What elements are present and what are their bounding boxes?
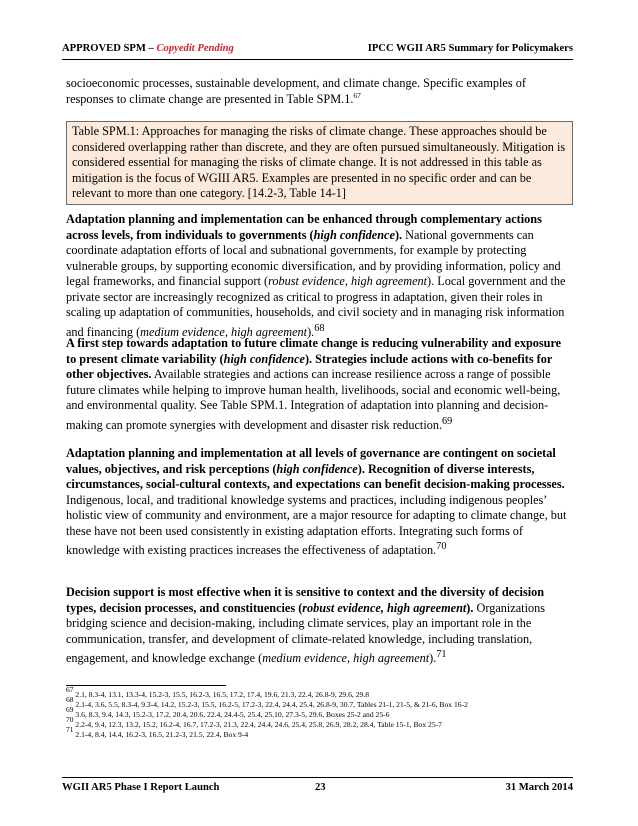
confidence-qualifier: robust evidence, high agreement: [268, 274, 428, 289]
header-divider: [62, 59, 573, 60]
footnote-item: $^{71}$ 2.1-4, 8.4, 14.4, 16.2-3, 16.5, 21.2-3, 21.5, 22.4, Box 9-4: [66, 725, 249, 740]
paragraph-headline: Adaptation planning and implementation at all levels of governance are contingent on societal values, objectives, and risk perceptions (high confidence). Recognition of diverse interests, circumstances, social-cultural contexts, and expectations can benefit decision-making processes.: [66, 446, 565, 492]
confidence-qualifier: medium evidence, high agreement: [262, 651, 430, 666]
footnotes: [66, 685, 572, 740]
header-status: Copyedit Pending: [156, 43, 234, 54]
footer-divider: [62, 777, 573, 778]
header-left: [62, 43, 234, 54]
footnote-item: $^{67}$ 2.1, 8.3-4, 13.1, 13.3-4, 15.2-3, 15.5, 16.2-3, 16.5, 17.2, 17.4, 19.6, 21.3, 22.4, 26.8-9, 29.6, 29.8: [66, 685, 370, 699]
footnote-item: $^{70}$ 2.2-4, 9.4, 12.3, 13.2, 15.2, 16.2-4, 16.7, 17.2-3, 21.3, 22.4, 24.4, 24.6, 25.4, 25.8, 26.9, 28.2, 28.4, Table 15-1, Box 25-7: [66, 715, 442, 730]
paragraph-body: Indigenous, local, and traditional knowledge systems and practices, including indigenous peoples’ holistic view of community and environment, are a major resource for adapting to climate change, but these have not been used consistently in existing adaptation efforts. Integrating such forms of knowledge with existing practices increases the effectiveness of adaptation.: [66, 492, 567, 558]
paragraph-body: Available strategies and actions can increase resilience across a range of possible future climates while helping to improve human health, livelihoods, social and economic well-being, and environmental quality. See Table SPM.1. Integration of adaptation into planning and decision-making can promote synergies with development and disaster risk reduction.: [66, 367, 561, 432]
paragraph-governance: [66, 446, 572, 559]
paragraph-headline: A first step towards adaptation to future climate change is reducing vulnerability and exposure to present climate variability (high confidence). Strategies include actions with co-benefits for other objectives.: [66, 336, 562, 382]
footnote-ref-69[interactable]: 69: [442, 415, 453, 427]
footnote-ref-68[interactable]: 68: [314, 322, 325, 334]
footnote-ref-71[interactable]: 71: [436, 649, 447, 661]
intro-text: socioeconomic processes, sustainable development, and climate change. Specific examples of responses to climate change are presented in Table SPM.1.: [66, 76, 526, 106]
paragraph-first-step: [66, 336, 572, 433]
footnote-item: $^{69}$ 3.6, 8.3, 9.4, 14.3, 15.2-3, 17.2, 20.4, 20.6, 22.4, 24.4-5, 25.4, 25.10, 27.3-5, 29.6, Boxes 25-2 and 25-6: [66, 705, 390, 720]
footer-event: WGII AR5 Phase I Report Launch: [62, 782, 220, 793]
paragraph-decision-support: Decision support is most effective when it is sensitive to context and the diversity of decision types, decision processes, and constituencies (robust evidence, high agreement). Organizations bridging science and decision-making, including climate services, play an important role in the communication, transfer, and development of climate-related knowledge, including translation, engagement, and knowledge exchange (medium evidence, high agreement).$^{71}$: [66, 585, 546, 666]
paragraph-headline: Decision support is most effective when it is sensitive to context and the diversity of decision types, decision processes, and constituencies (robust evidence, high agreement).: [66, 585, 545, 615]
header-approved-label: APPROVED SPM –: [62, 43, 157, 54]
intro-paragraph: [66, 76, 572, 107]
header-report-title: IPCC WGII AR5 Summary for Policymakers: [367, 43, 573, 54]
table-spm1-caption-box: [66, 121, 573, 205]
footnote-item: $^{68}$ 2.1-4, 3.6, 5.5, 8.3-4, 9.3-4, 14.2, 15.2-3, 15.5, 16.2-5, 17.2-3, 22.4, 24.4, 25.4, 26.8-9, 30.7, Tables 21-1, 21-5, & 21-6, Box 16-2: [66, 695, 468, 710]
paragraph-adaptation-levels: Adaptation planning and implementation can be enhanced through complementary actions across levels, from individuals to governments (high confidence). National governments can coordinate adaptation efforts of local and subnational governments, for example by protecting vulnerable groups, by supporting economic diversification, and by providing information, policy and legal frameworks, and financial support (robust evidence, high agreement). Local government and the private sector are increasingly recognized as critical to progress in adaptation, given their roles in scaling up adaptation of communities, households, and civil society and in managing risk information and financing (medium evidence, high agreement).$^{68}$: [66, 212, 566, 339]
paragraph-body: ). Local government and the private sector are increasingly recognized as critical to progress in adaptation, given their roles in scaling up adaptation of communities, households, and civil society and in managing risk information and financing (: [66, 274, 566, 339]
footnote-divider: [66, 685, 226, 686]
table-caption-text: Table SPM.1: Approaches for managing the risks of climate change. These approaches should be considered overlapping rather than discrete, and they are often pursued simultaneously. Mitigation is considered essential for managing the risks of climate change. It is not addressed in this table as mitigation is the focus of WGIII AR5. Examples are presented in no specific order and can be relevant to more than one category. [14.2-3, Table 14-1]: [72, 124, 566, 201]
paragraph-body: National governments can coordinate adaptation efforts of local and subnational governments, for example by protecting vulnerable groups, by supporting economic diversification, and by providing information, policy and legal frameworks, and financial support (: [66, 227, 561, 289]
footer-date: 31 March 2014: [505, 782, 573, 793]
paragraph-body: Organizations bridging science and decision-making, including climate services, play an important role in the communication, transfer, and development of climate-related knowledge, including translation, engagement, and knowledge exchange (: [66, 600, 546, 666]
confidence-qualifier: medium evidence, high agreement: [140, 324, 308, 339]
page-number: 23: [315, 782, 326, 793]
footnote-ref-70[interactable]: 70: [436, 541, 447, 553]
footnote-ref-67[interactable]: 67: [353, 90, 361, 100]
paragraph-headline: Adaptation planning and implementation can be enhanced through complementary actions across levels, from individuals to governments (high confidence).: [66, 212, 542, 242]
